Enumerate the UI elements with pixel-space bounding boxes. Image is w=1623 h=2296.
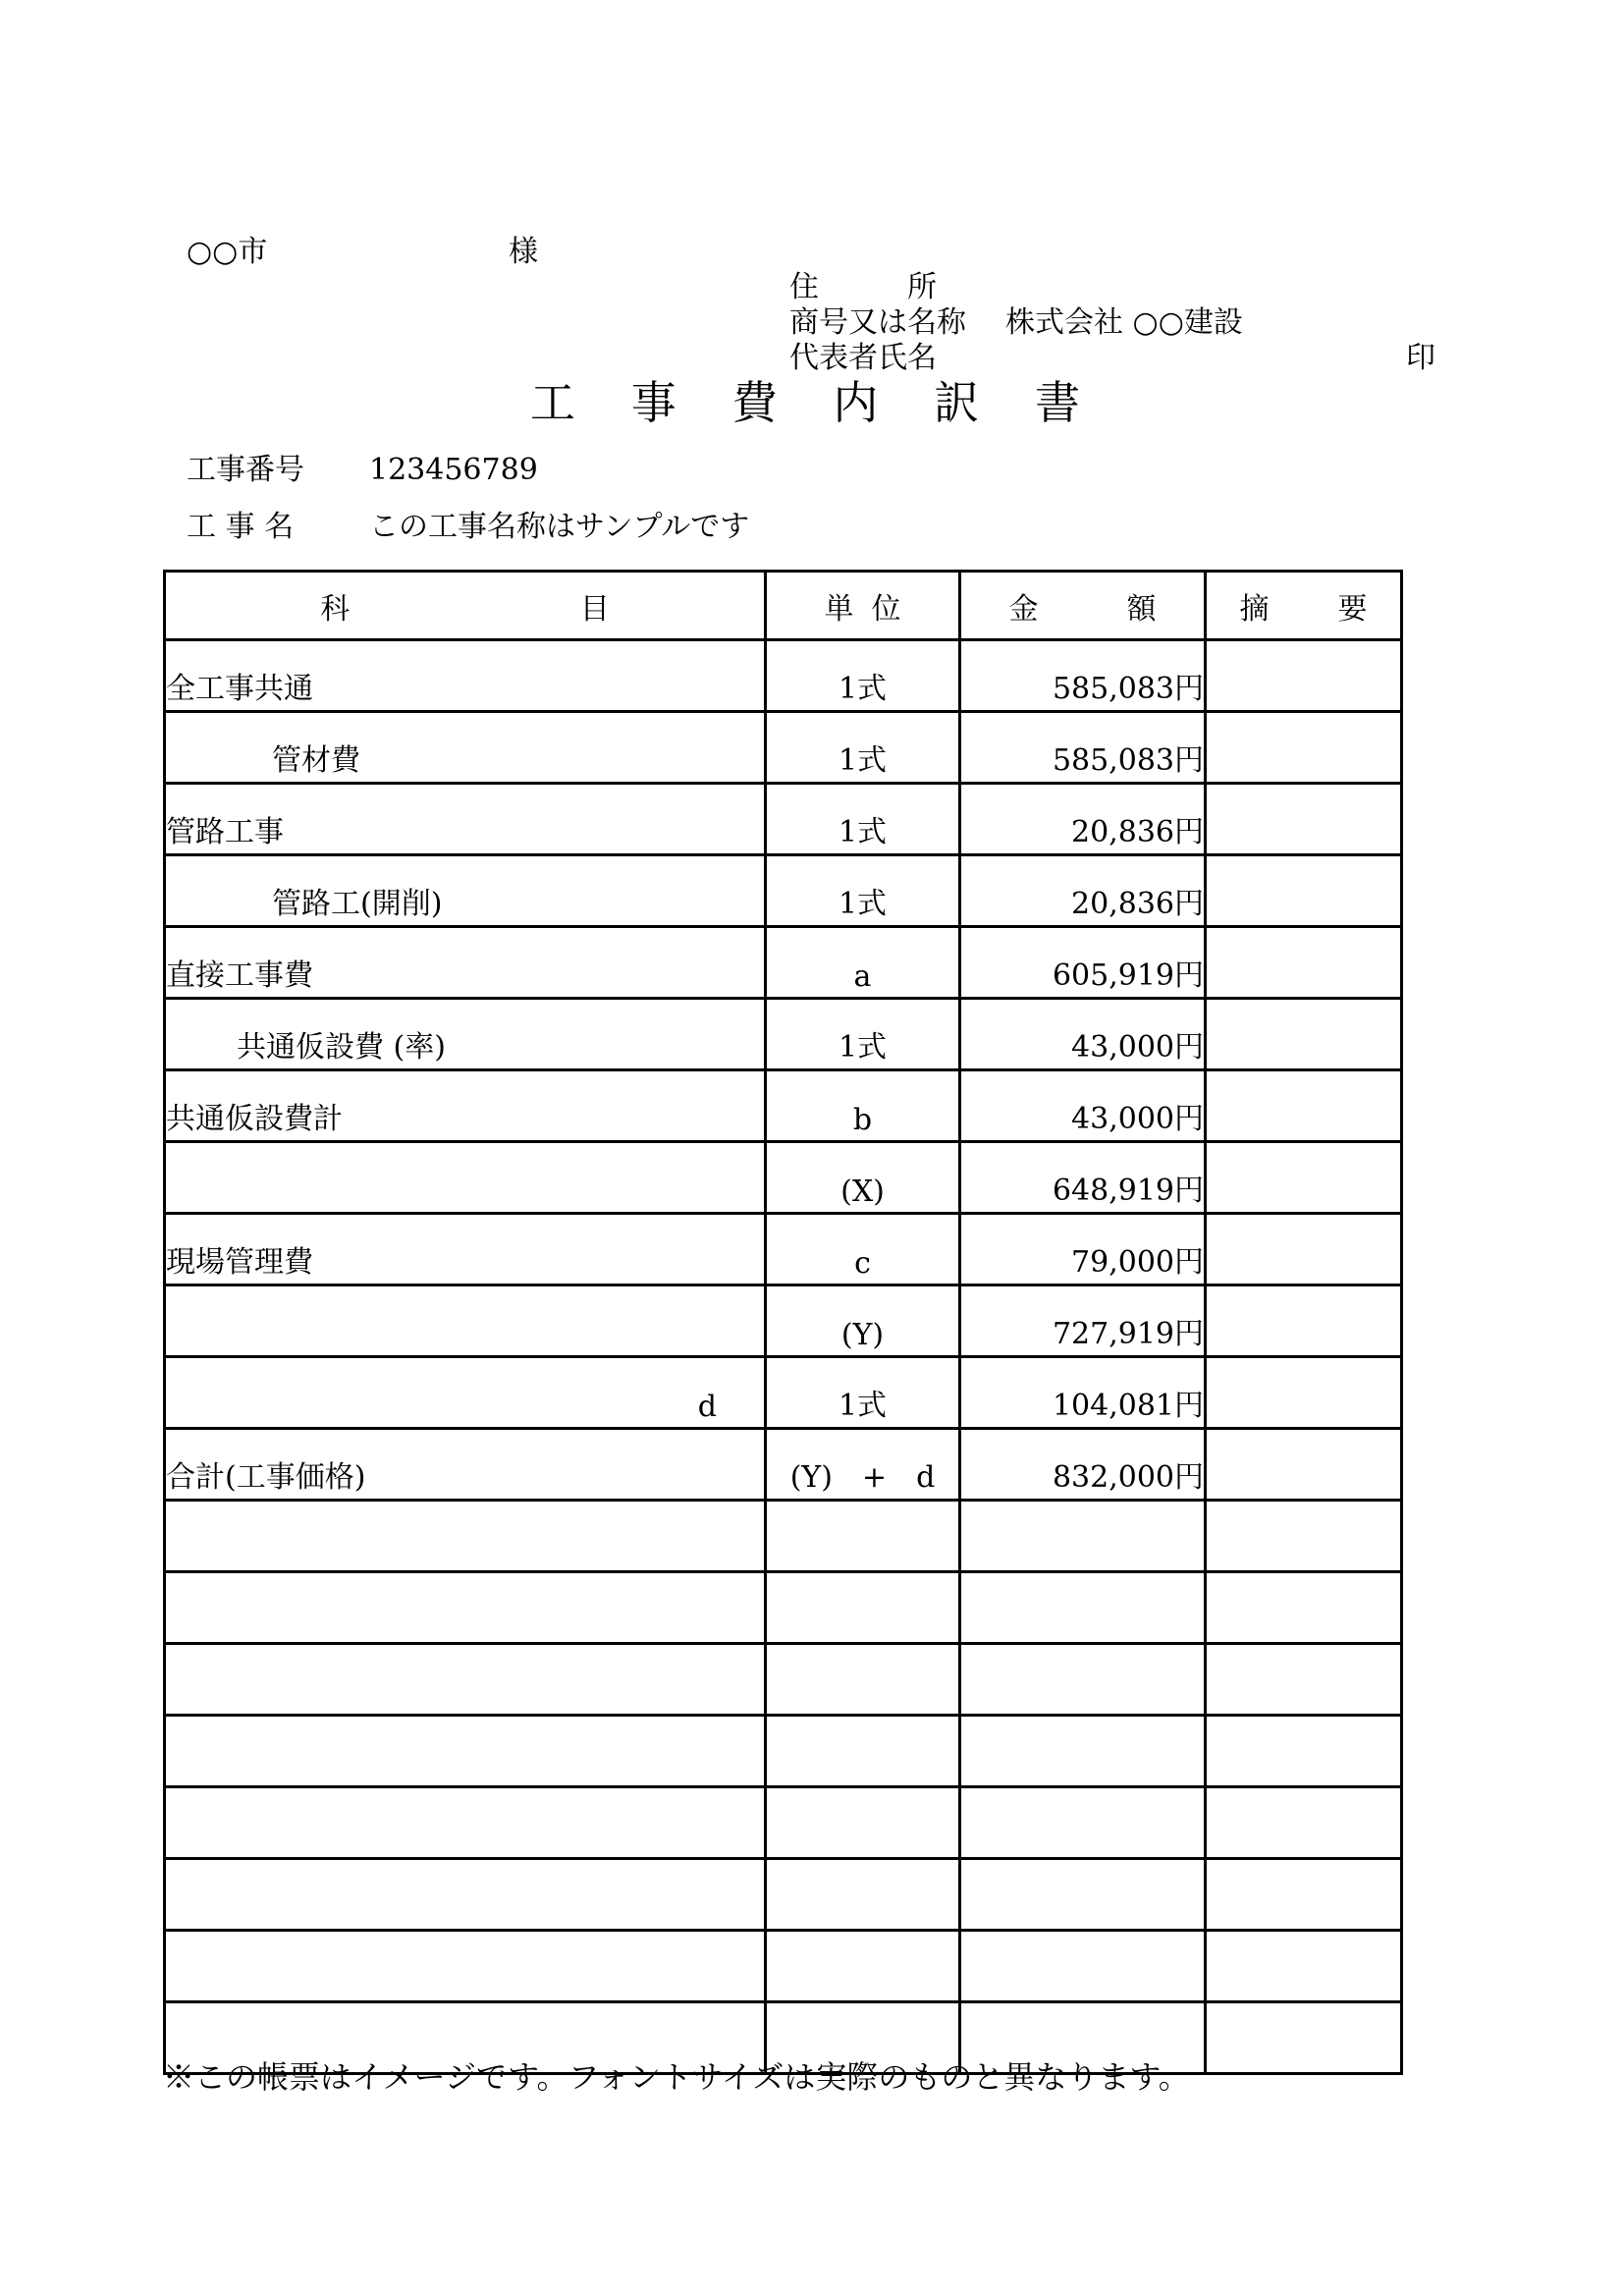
amount-cell: 43,000円 <box>960 1070 1206 1142</box>
unit-cell <box>766 1644 960 1716</box>
table-row <box>165 1787 1402 1859</box>
item-cell <box>165 1572 766 1644</box>
table-row <box>165 999 1402 1070</box>
table-row <box>165 1644 1402 1716</box>
amount-cell: 832,000円 <box>960 1429 1206 1501</box>
amount-cell <box>960 1644 1206 1716</box>
unit-cell: 1式 <box>766 855 960 927</box>
unit-cell <box>766 1572 960 1644</box>
amount-cell <box>960 1859 1206 1931</box>
unit-cell: c <box>766 1214 960 1285</box>
amount-cell: 585,083円 <box>960 640 1206 712</box>
unit-cell: (X) <box>766 1142 960 1214</box>
table-row <box>165 784 1402 855</box>
footer-note: ※この帳票はイメージです。フォントサイズは実際のものと異なります。 <box>163 2058 1190 2096</box>
table-row <box>165 1070 1402 1142</box>
table-header-row <box>165 572 1402 640</box>
unit-cell <box>766 1716 960 1787</box>
header-amount: 金 額 <box>960 572 1206 640</box>
company-label: 商号又は名称 <box>789 305 966 340</box>
amount-cell <box>960 1931 1206 2002</box>
table-row <box>165 855 1402 927</box>
unit-cell: b <box>766 1070 960 1142</box>
unit-cell <box>766 1931 960 2002</box>
unit-cell: 1式 <box>766 784 960 855</box>
note-cell <box>1206 784 1402 855</box>
note-cell <box>1206 1716 1402 1787</box>
amount-cell: 585,083円 <box>960 712 1206 784</box>
item-cell <box>165 1285 766 1357</box>
unit-cell <box>766 1859 960 1931</box>
unit-cell: 1式 <box>766 999 960 1070</box>
item-cell: 共通仮設費 (率) <box>165 999 766 1070</box>
table-row <box>165 1572 1402 1644</box>
amount-cell <box>960 1572 1206 1644</box>
unit-cell: 1式 <box>766 640 960 712</box>
note-cell <box>1206 712 1402 784</box>
item-cell: 合計(工事価格) <box>165 1429 766 1501</box>
table-row <box>165 927 1402 999</box>
note-cell <box>1206 1787 1402 1859</box>
amount-cell: 727,919円 <box>960 1285 1206 1357</box>
amount-cell: 43,000円 <box>960 999 1206 1070</box>
title-char: 工 <box>530 376 575 429</box>
table-row <box>165 1142 1402 1214</box>
table-row <box>165 1214 1402 1285</box>
unit-cell: 1式 <box>766 712 960 784</box>
unit-cell: (Y) + d <box>766 1429 960 1501</box>
table-row <box>165 1931 1402 2002</box>
note-cell <box>1206 1357 1402 1429</box>
table-row <box>165 1859 1402 1931</box>
construction-number-label: 工事番号 <box>187 453 304 487</box>
amount-cell <box>960 1787 1206 1859</box>
note-cell <box>1206 1501 1402 1572</box>
item-cell: 共通仮設費計 <box>165 1070 766 1142</box>
header-note: 摘 要 <box>1206 572 1402 640</box>
item-cell: 管路工(開削) <box>165 855 766 927</box>
amount-cell: 605,919円 <box>960 927 1206 999</box>
construction-number-value: 123456789 <box>369 453 538 487</box>
header-unit: 単 位 <box>766 572 960 640</box>
construction-name-value: この工事名称はサンプルです <box>369 510 750 544</box>
item-cell: 現場管理費 <box>165 1214 766 1285</box>
item-cell <box>165 1787 766 1859</box>
unit-cell <box>766 1787 960 1859</box>
amount-cell: 104,081円 <box>960 1357 1206 1429</box>
title-char: 内 <box>833 376 879 429</box>
item-cell: 全工事共通 <box>165 640 766 712</box>
recipient: ○○市 <box>187 235 268 269</box>
item-cell: 直接工事費 <box>165 927 766 999</box>
item-cell <box>165 1501 766 1572</box>
item-cell: 管材費 <box>165 712 766 784</box>
unit-cell <box>766 1501 960 1572</box>
title-char: 費 <box>731 376 778 429</box>
title-char: 訳 <box>934 376 980 429</box>
table-row <box>165 1285 1402 1357</box>
seal-mark: 印 <box>1406 341 1435 375</box>
item-cell <box>165 1716 766 1787</box>
amount-cell: 648,919円 <box>960 1142 1206 1214</box>
note-cell <box>1206 1070 1402 1142</box>
table-row <box>165 712 1402 784</box>
note-cell <box>1206 1142 1402 1214</box>
item-cell <box>165 1859 766 1931</box>
item-cell: 管路工事 <box>165 784 766 855</box>
item-cell: d <box>165 1357 766 1429</box>
construction-name-label: 工 事 名 <box>187 510 295 544</box>
amount-cell <box>960 1501 1206 1572</box>
unit-cell: a <box>766 927 960 999</box>
amount-cell: 20,836円 <box>960 855 1206 927</box>
item-cell <box>165 1931 766 2002</box>
amount-cell: 20,836円 <box>960 784 1206 855</box>
cost-breakdown-table <box>163 570 1403 2075</box>
note-cell <box>1206 1931 1402 2002</box>
title-char: 事 <box>630 376 676 429</box>
note-cell <box>1206 927 1402 999</box>
note-cell <box>1206 1285 1402 1357</box>
unit-cell: 1式 <box>766 1357 960 1429</box>
unit-cell: (Y) <box>766 1285 960 1357</box>
recipient-suffix: 様 <box>509 235 538 269</box>
item-cell <box>165 1142 766 1214</box>
table-row <box>165 1357 1402 1429</box>
address-label: 住 所 <box>789 270 937 304</box>
note-cell <box>1206 1572 1402 1644</box>
item-cell <box>165 1644 766 1716</box>
note-cell <box>1206 855 1402 927</box>
table-row <box>165 1429 1402 1501</box>
note-cell <box>1206 1429 1402 1501</box>
header-item: 科 目 <box>165 572 766 640</box>
amount-cell <box>960 1716 1206 1787</box>
table-row <box>165 1716 1402 1787</box>
note-cell <box>1206 1644 1402 1716</box>
table-row <box>165 1501 1402 1572</box>
note-cell <box>1206 999 1402 1070</box>
amount-cell: 79,000円 <box>960 1214 1206 1285</box>
page-title <box>530 375 1080 430</box>
note-cell <box>1206 1859 1402 1931</box>
company-name: 株式会社 ○○建設 <box>1005 305 1243 340</box>
title-char: 書 <box>1034 376 1080 429</box>
note-cell <box>1206 2002 1402 2074</box>
representative-label: 代表者氏名 <box>789 341 937 375</box>
table-row <box>165 640 1402 712</box>
note-cell <box>1206 640 1402 712</box>
note-cell <box>1206 1214 1402 1285</box>
